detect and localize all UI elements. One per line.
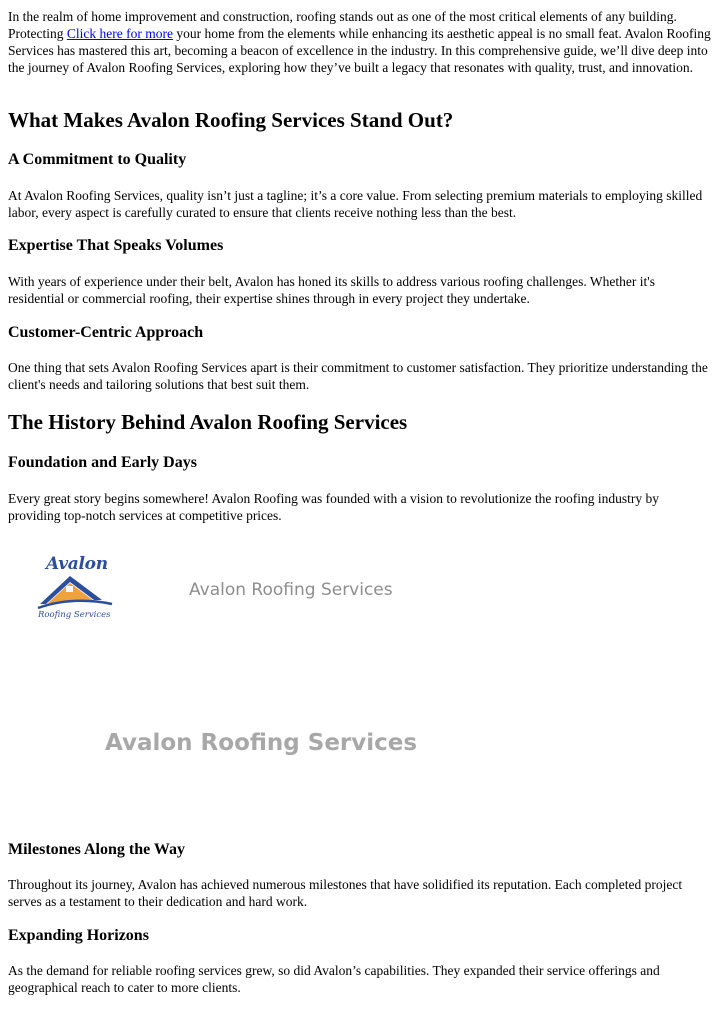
intro-paragraph xyxy=(8,8,714,76)
logo-wordmark: Avalon xyxy=(46,554,108,574)
section-heading-stand-out: What Makes Avalon Roofing Services Stand Out? xyxy=(8,108,454,132)
subheading-expertise: Expertise That Speaks Volumes xyxy=(8,237,224,254)
avalon-logo xyxy=(20,548,130,630)
paragraph-expertise: With years of experience under their belt, Avalon has honed its skills to address various roofing challenges. Whether it's residential or commercial roofing, their expertise shines through in every project they undertake. xyxy=(8,274,655,306)
paragraph-quality: At Avalon Roofing Services, quality isn’t just a tagline; it’s a core value. From selecting premium materials to employing skilled labor, every aspect is carefully curated to ensure that clients receive nothing less than the best. xyxy=(8,188,703,220)
subheading-milestones: Milestones Along the Way xyxy=(8,841,186,858)
brand-name-large: Avalon Roofing Services xyxy=(105,730,418,756)
brand-name-small: Avalon Roofing Services xyxy=(189,580,393,600)
subheading-foundation: Foundation and Early Days xyxy=(8,454,197,471)
logo-subtitle: Roofing Services xyxy=(38,610,111,620)
intro-text-before: In the realm of home improvement and construction, roofing stands out as one of the most critical elements of any building. Protecting xyxy=(8,9,677,41)
subheading-expanding: Expanding Horizons xyxy=(8,927,149,944)
paragraph-expanding: As the demand for reliable roofing services grew, so did Avalon’s capabilities. They expanded their service offerings and geographical reach to cater to more clients. xyxy=(8,963,660,995)
click-here-link[interactable]: Click here for more xyxy=(66,26,173,41)
subheading-customer: Customer-Centric Approach xyxy=(8,324,204,341)
paragraph-customer: One thing that sets Avalon Roofing Services apart is their commitment to customer satisfaction. They prioritize understanding the client's needs and tailoring solutions that best suit them. xyxy=(8,360,708,392)
paragraph-milestones: Throughout its journey, Avalon has achieved numerous milestones that have solidified its reputation. Each completed project serves as a testament to their dedication and hard work. xyxy=(8,877,683,909)
subheading-quality: A Commitment to Quality xyxy=(8,151,187,168)
paragraph-foundation: Every great story begins somewhere! Avalon Roofing was founded with a vision to revolutionize the roofing industry by providing top-notch services at competitive prices. xyxy=(8,491,659,523)
section-heading-history: The History Behind Avalon Roofing Services xyxy=(8,410,408,434)
intro-text-after: your home from the elements while enhancing its aesthetic appeal is no small feat. Avalon Roofing Services has mastered this art, becoming a beacon of excellence in the industry. In this comprehensive guide, we’ll dive deep into the journey of Avalon Roofing Services, exploring how they’ve built a legacy that resonates with quality, trust, and innovation. xyxy=(8,26,711,75)
